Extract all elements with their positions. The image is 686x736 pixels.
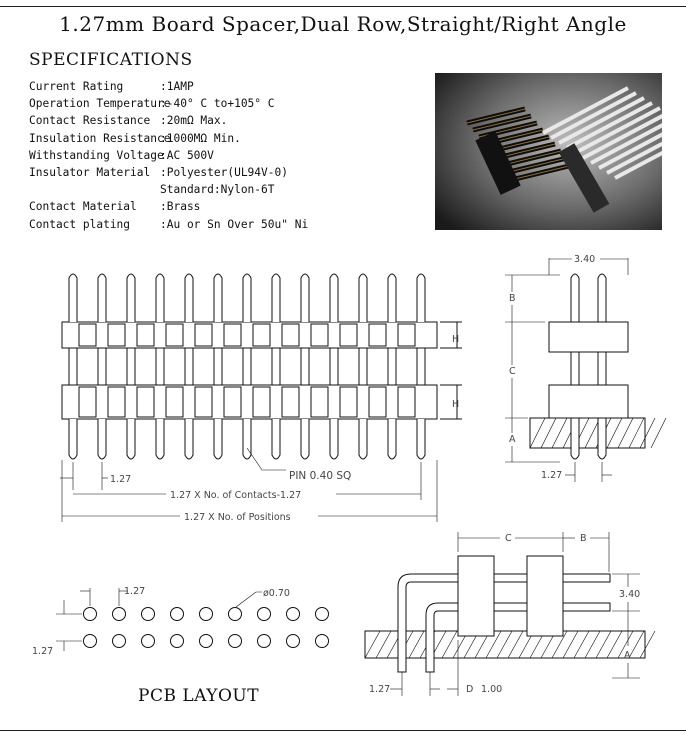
pin-top xyxy=(272,274,280,322)
pin-middle xyxy=(185,348,193,385)
pin-middle xyxy=(127,348,135,385)
spec-label: Operation Temperature xyxy=(29,97,171,111)
spec-value: :20mΩ Max. xyxy=(160,114,228,128)
spec-value: :1000MΩ Min. xyxy=(160,131,241,145)
pcb-hole xyxy=(142,635,155,648)
pin-middle xyxy=(272,348,280,385)
pin-bottom xyxy=(69,419,77,459)
front-dim-h-upper: H xyxy=(452,334,460,345)
pin-top xyxy=(417,274,425,322)
pin-bottom xyxy=(185,419,193,459)
pin-middle xyxy=(417,348,425,385)
ra-pcb-section xyxy=(365,631,645,658)
pcb-hole xyxy=(258,635,271,648)
spec-label: Contact Material xyxy=(29,200,137,214)
ra-dim-pitch: 1.27 xyxy=(369,684,391,695)
pcb-hole xyxy=(229,608,242,621)
pin-middle xyxy=(301,348,309,385)
pin-middle xyxy=(243,348,251,385)
pin-bottom xyxy=(417,419,425,459)
pcb-pitch-x: 1.27 xyxy=(124,586,146,597)
pin-top xyxy=(388,274,396,322)
pin-top xyxy=(156,274,164,322)
pin-bottom xyxy=(98,419,106,459)
front-dim-h-lower: H xyxy=(452,399,460,410)
pin-bottom xyxy=(359,419,367,459)
pin-top xyxy=(214,274,222,322)
spec-value: :AC 500V xyxy=(160,148,214,162)
pin-bottom xyxy=(127,419,135,459)
pin-bottom xyxy=(272,419,280,459)
pin-bottom xyxy=(388,419,396,459)
pcb-hole xyxy=(287,635,300,648)
pin-top xyxy=(301,274,309,322)
spec-value: :-40° C to+105° C xyxy=(160,97,275,111)
pin-top xyxy=(69,274,77,322)
pin-middle xyxy=(69,348,77,385)
spec-value: :1AMP xyxy=(160,80,194,93)
ra-dim-d-value: 1.00 xyxy=(481,684,503,695)
pin-bottom xyxy=(330,419,338,459)
pcb-hole xyxy=(171,635,184,648)
pcb-hole xyxy=(171,608,184,621)
pin-bottom xyxy=(214,419,222,459)
spec-value: Standard:Nylon-6T xyxy=(160,183,275,197)
side-dim-pitch: 1.27 xyxy=(541,470,563,481)
lower-insulator xyxy=(62,385,437,419)
spec-value: :Polyester(UL94V-0) xyxy=(160,166,288,180)
pcb-hole xyxy=(287,608,300,621)
spec-label: Withstanding Voltage xyxy=(29,148,164,162)
side-dim-c: C xyxy=(509,366,516,377)
front-dim-pitch: 1.27 xyxy=(110,474,132,485)
spec-label: Current Rating xyxy=(29,80,124,93)
side-dim-b: B xyxy=(509,293,516,304)
pin-middle xyxy=(330,348,338,385)
pin-bottom xyxy=(243,419,251,459)
pcb-pitch-y: 1.27 xyxy=(32,646,54,657)
ra-dim-a: A xyxy=(624,650,631,661)
pin-middle xyxy=(156,348,164,385)
pcb-layout-label: PCB LAYOUT xyxy=(138,686,260,706)
contacts-dim: 1.27 X No. of Contacts-1.27 xyxy=(170,490,302,501)
pcb-hole xyxy=(258,608,271,621)
pin-top xyxy=(127,274,135,322)
side-pin-mid xyxy=(598,352,606,385)
pin-top xyxy=(330,274,338,322)
pcb-hole xyxy=(84,608,97,621)
pin-top xyxy=(185,274,193,322)
pin-middle xyxy=(98,348,106,385)
pcb-hole xyxy=(200,635,213,648)
pcb-hole xyxy=(113,635,126,648)
spec-heading: SPECIFICATIONS xyxy=(29,50,193,70)
spec-label: Contact Resistance xyxy=(29,114,151,128)
pin-top xyxy=(98,274,106,322)
ra-dim-d: D xyxy=(466,684,474,695)
ra-dim-height: 3.40 xyxy=(619,589,641,600)
pin-top xyxy=(243,274,251,322)
pcb-hole xyxy=(84,635,97,648)
pin-bottom xyxy=(301,419,309,459)
spec-label: Insulator Material xyxy=(29,166,151,180)
side-pin-mid xyxy=(571,352,579,385)
hole-dia-leader xyxy=(236,592,262,607)
pcb-hole-dia: ø0.70 xyxy=(263,588,290,599)
ra-insulator-right xyxy=(527,556,563,636)
page-title: 1.27mm Board Spacer,Dual Row,Straight/Right Angle xyxy=(59,12,627,36)
spec-label: Contact plating xyxy=(29,217,131,231)
pcb-hole xyxy=(200,608,213,621)
spec-value: :Au or Sn Over 50u" Ni xyxy=(160,217,309,231)
pcb-hole xyxy=(229,635,242,648)
pin-middle xyxy=(359,348,367,385)
side-dim-a: A xyxy=(509,434,516,445)
ra-dim-b: B xyxy=(580,533,587,544)
pcb-hole xyxy=(316,608,329,621)
pin-note: PIN 0.40 SQ xyxy=(289,470,352,482)
pin-middle xyxy=(388,348,396,385)
upper-insulator xyxy=(62,322,437,348)
pcb-hole xyxy=(113,608,126,621)
pcb-hole xyxy=(142,608,155,621)
spec-label: Insulation Resistance xyxy=(29,131,171,145)
side-upper-insulator xyxy=(549,322,628,352)
side-view xyxy=(505,258,666,482)
pin-middle xyxy=(214,348,222,385)
positions-dim: 1.27 X No. of Positions xyxy=(184,512,291,523)
pin-bottom xyxy=(156,419,164,459)
hatch xyxy=(651,418,666,448)
pin-top xyxy=(359,274,367,322)
side-lower-insulator xyxy=(549,385,628,418)
side-dim-width: 3.40 xyxy=(574,254,596,265)
ra-insulator-left xyxy=(458,556,494,636)
ra-dim-c: C xyxy=(505,533,512,544)
spec-value: :Brass xyxy=(160,200,201,214)
right-angle-view xyxy=(365,532,655,696)
pcb-hole xyxy=(316,635,329,648)
